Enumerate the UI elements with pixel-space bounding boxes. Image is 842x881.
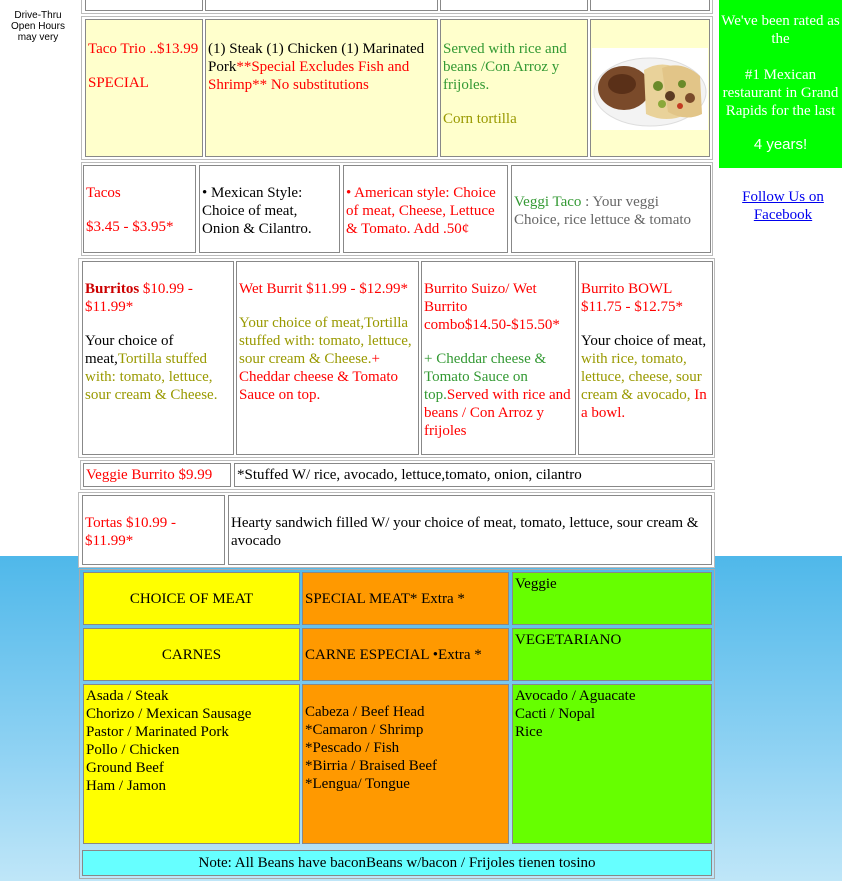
tacos-american-style: • American style: Choice of meat, Cheese, Lettuce & Tomato. Add .50¢ [346,185,496,237]
wet-burrito-name: Wet Burrit $11.99 - $12.99* [239,281,409,297]
bacon-note [82,850,712,876]
meats-table [79,569,715,879]
promo-rank: #1 Mexican restaurant in Grand Rapids for the last [722,67,839,119]
list-item: Asada / Steak [86,688,169,704]
veggie-burrito-name: Veggie Burrito $9.99 [86,467,213,483]
meat-subheader-regular: CARNES [83,628,300,681]
taco-trio-tag: SPECIAL [88,75,149,91]
list-item: Cabeza / Beef Head [305,704,425,720]
list-item: *Camaron / Shrimp [305,722,424,738]
list-item: Ground Beef [86,760,164,776]
meat-header-regular: CHOICE OF MEAT [83,572,300,625]
tortas-row [78,492,715,568]
promo-rated: We've been rated as the [721,13,840,47]
facebook-link[interactable]: Follow Us on Facebook [742,189,824,223]
list-item: Ham / Jamon [86,778,166,794]
wet-burrito-extra: + Cheddar cheese & Tomato Sauce on top. [239,351,399,403]
burrito-suizo-served: Served with rice and beans / Con Arroz y frijoles [424,387,571,439]
hours-line-2: Open Hours [11,21,65,32]
list-item: *Birria / Braised Beef [305,758,438,774]
special-meat-list [302,684,509,844]
tortas-desc-cell [228,495,712,565]
meat-header-veggie: Veggie [512,572,712,625]
hours-line-3: may very [17,32,59,43]
tacos-price: $3.45 - $3.95* [86,219,174,235]
tacos-photo-icon [592,48,708,130]
burrito-bowl-cell [578,261,713,455]
list-item: *Lengua/ Tongue [305,776,410,792]
burrito-bowl-choice: Your choice of meat, [581,333,707,349]
taco-trio-exclusions: **Special Excludes Fish and Shrimp** No substitutions [208,59,410,93]
wet-burrito-stuffed: Tortilla stuffed with: tomato, lettuce, sour cream & Cheese. [239,315,412,367]
hours-note [0,10,76,43]
promo-years: 4 years! [753,136,808,153]
list-item: Chorizo / Mexican Sausage [86,706,252,722]
taco-trio-desc: (1) Steak (1) Chicken (1) Marinated Pork [208,41,425,75]
list-item: Rice [515,724,543,740]
burritos-cell [82,261,234,455]
list-item: *Pescado / Fish [305,740,400,756]
taco-trio-desc-cell [205,19,438,157]
burrito-bowl-with: with rice, tomato, lettuce, cheese, sour cream & avocado, [581,351,702,403]
regular-meat-list [83,684,300,844]
wet-burrito-cell [236,261,419,455]
meat-header-special: SPECIAL MEAT* Extra * [302,572,509,625]
taco-trio-sides: Served with rice and beans /Con Arroz y frijoles. [443,41,567,93]
veggi-taco-desc: : Your veggi Choice, rice lettuce & tomato [514,194,692,228]
list-item: Pastor / Marinated Pork [86,724,229,740]
tacos-american-cell [343,165,508,253]
tacos-mexican-style: • Mexican Style: Choice of meat, Onion & Cilantro. [202,185,312,237]
tortas-desc: Hearty sandwich filled W/ your choice of meat, tomato, lettuce, sour cream & avocado [231,515,699,549]
burrito-suizo-name: Burrito Suizo/ Wet Burrito combo$14.50-$15.50* [424,281,560,333]
veggie-burrito-desc-cell [234,463,712,487]
veggi-taco-cell [511,165,711,253]
bacon-note-text: Note: All Beans have baconBeans w/bacon / Frijoles tienen tosino [198,855,596,871]
tortas-name-cell [82,495,225,565]
wet-burrito-choice: Your choice of meat, [239,315,365,331]
tacos-name-cell [83,165,196,253]
tortas-name: Tortas $10.99 - $11.99* [85,515,177,549]
hours-line-1: Drive-Thru [14,10,62,21]
burrito-bowl-bowl: In a bowl. [581,387,707,421]
tacos-row [81,162,713,256]
burritos-price: $10.99 - $11.99* [85,281,193,315]
burritos-name: Burritos [85,281,140,297]
taco-trio-sides-cell [440,19,588,157]
list-item: Pollo / Chicken [86,742,180,758]
burrito-suizo-cell [421,261,576,455]
list-item: Cacti / Nopal [515,706,595,722]
burritos-choice: Your choice of meat, [85,333,174,367]
taco-trio-name-cell [85,19,203,157]
veggie-list [512,684,712,844]
burrito-suizo-extra: + Cheddar cheese & Tomato Sauce on top. [424,351,547,403]
burrito-bowl-name: Burrito BOWL $11.75 - $12.75* [581,281,683,315]
veggi-taco-name: Veggi Taco [514,194,582,210]
tacos-name: Tacos [86,185,121,201]
veggie-burrito-desc: *Stuffed W/ rice, avocado, lettuce,tomato, onion, cilantro [237,467,582,483]
list-item: Avocado / Aguacate [515,688,636,704]
meat-subheader-special: CARNE ESPECIAL •Extra * [302,628,509,681]
veggie-burrito-name-cell [83,463,231,487]
meat-subheader-veggie: VEGETARIANO [512,628,712,681]
veggie-burrito-row [80,460,715,490]
top-row-fragment [81,0,713,14]
taco-trio-tortilla: Corn tortilla [443,111,517,127]
tacos-mexican-cell [199,165,340,253]
taco-trio-name: Taco Trio ..$13.99 [88,41,199,57]
burritos-stuffed: Tortilla stuffed with: tomato, lettuce, sour cream & Cheese. [85,351,218,403]
burritos-row [78,258,715,458]
rating-promo [719,0,842,168]
